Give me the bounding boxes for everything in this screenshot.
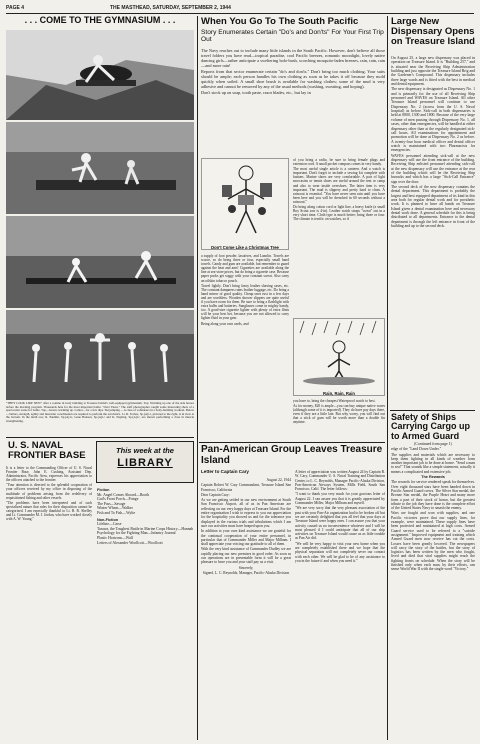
gym-title: . . . COME TO THE GYMNASIUM . . . — [24, 15, 176, 25]
gym-photo-middle — [6, 122, 194, 214]
safety-title: Safety of Ships Carrying Cargo up to Armed Guard — [391, 412, 471, 441]
cartoon-rain-caption: Rain, Rain, Rain — [323, 391, 355, 396]
frontier-paragraph: It is a letter to the Commanding Officer of U. S. Naval Frontier Base, John E. Cushing, Assistant Dep. Administrator, Pacific Area, expresses his appreciation to the officers attached to the frontier. — [6, 466, 92, 483]
page-header — [6, 4, 474, 13]
gym-photo-lower — [6, 216, 194, 308]
dispensary-paragraph: The second deck of the new dispensary contains the dental department. This department is probably the largest and best equipped department of its kind in this area both for regular dental work and for prosthetic work. It is planned to have all hands on Treasure Island given a dental examination here and necessary dental work done. A general schedule for this is being distributed to all departments. Entrance to the dental department is through the left entrance in front of the building and up to the second deck. — [391, 184, 475, 229]
frontier-paragraph: "The problems have been interpreted and of such specialized nature that rules for their disposition cannot be categorized. I am especially thankful to Lt. R. B. Shelley and Lt. Commander M. J. Jordan, who have worked closely with A. W. Young." — [6, 500, 92, 522]
panam-letter-paragraph: As we are getting settled in our new environment at South San Francisco Airport, all of us in Pan American are reflecting on our very happy days at Treasure Island. For the entire organization I wish to express to you our appreciation for the hospitality you showed us and for the tolerance you displayed in the various trials and tribulations which I am sure our activities must have heaped upon you. — [201, 498, 291, 528]
dispensary-paragraph: WAVES personnel attending sick-call at the new dispensary will use the front entrance of the building. Receiving Ship enlisted personnel attending sick-call at the new dispensary will use the entrance at the rear of the building which will be the Receiving Ship barracks and which has a large "Sick-Call Entrance" sign over the door. — [391, 153, 475, 184]
dispensary-body — [391, 56, 475, 229]
library-name: LIBRARY — [117, 456, 173, 469]
gym-photo-top — [6, 30, 194, 120]
frontier-paragraph: "Your attention is directed to the splendid cooperation of your officers received by my office in disposing of the multitude of problems arising from the redelivery of requisitioned fishing and other vessels. — [6, 483, 92, 500]
safety-paragraph: edge of the "Land Down Under." — [391, 447, 442, 452]
south-pacific-paragraph: As for money, $20 is ample—you can buy unique native wares (although some of it is imported). They do have pay days there, even if they are a little late. But why worry, you will find out that a stick of gum will be worth more than a double fin anytime. — [293, 404, 385, 425]
library-section-fiction: Fiction — [97, 488, 110, 492]
dispensary-paragraph: On August 25, a large new dispensary was placed in operation on Treasure Island. It is "Building 257," and is situated near the Receiving Ship Administration building and just opposite the Treasure Island Brig and the Gardener's Compound. This dispensary includes three large wards and is fitted with the best in medical and dental equipment. — [391, 56, 475, 87]
safety-paragraph: Wars are fought and won with supplies, and one Pacific victories prove that our supply lines, for example, were maintained. These supply lines have been protected and maintained at high costs. Armed Guard service used to be referred to a "suicide assignment." Improved equipment and training which Armed Guard men now receive has cut the costs. Losses have been greatly lowered. The newspapers will carry the story of the battles, but the story of logistics has been written by the men who fought, lived and died that vital supplies might reach the fighting fronts on schedule. When the story will be finished only when each man, by their efforts, can sense World War II with the single word "Victory." — [391, 511, 475, 572]
column-rule-right — [387, 16, 388, 740]
south-pacific-paragraph: Don't stock up on soap, tooth paste, razor blades, etc., but lay in — [201, 90, 311, 95]
panam-letter-paragraph: With the very kind assistance of Commander Dudley we are rapidly placing our new premises in good order. As soon as our operations are in presentable form it will be a great pleasure to have you and your staff pay us a visit. — [201, 547, 291, 565]
south-pacific-title: When You Go To The South Pacific — [201, 16, 359, 27]
frontier-body — [6, 466, 92, 522]
south-pacific-paragraph: The Navy reaches out to include many little islands in the South Pacific. However, don't believe all those travel folders you have read—tropical paradise, cool Pacific breezes, romantic moonlight, lovely native dancing girls—rather anticipate a sweltering bolo-bush, scorching mosquito-laden breezes, rain, rain, rain—and more rain! — [201, 48, 385, 68]
gym-rule — [6, 437, 194, 438]
south-pacific-paragraph: a supply of foot powder, laxatives, and Lanolin. Towels are scarce, so do bring three or four, especially small hand towels. Candy and gum are available, but remember to guard against the heat and ants! Cigarettes are available along the line at sea-store prices, but do bring a cigarette case. Because paper packs get soggy with your constant sweat. Also carry an oilskin tobacco pouch. — [201, 254, 290, 283]
panam-kicker: Letter to Captain Cary — [201, 469, 249, 474]
south-pacific-paragraph: The most useful single article is a canteen. And a watch is important. Don't forget to include a sewing kit complete with buttons. Marine shoes are very comfortable. A pair of light moccasins or tennis shoes are useful around the tent or camp and also to wear inside overshoes. The latter item is very important. The mud is slippery and pretty hard to clean. A raincoat is essential. "You have never seen rain until you have been here and you will be drenched in 60 seconds without a raincoat." — [293, 167, 385, 204]
safety-paragraph: The supplies and materials which are necessary to keep them fighting in all kinds of weather form another important job to be done at home. "Send a man to sea!" That sounds like a simple statement, actually it means a complicated and extensive job. — [391, 452, 475, 474]
safety-body — [391, 442, 475, 573]
safety-paragraph: The rewards for service rendered speak for themselves. Over eight thousand stars have been handed down in Pacific Armed Guard crews. The Silver Star medal, the Bronze Star medal, the Purple Heart and many more form a part of their stock of honor, but the greatest tribute to the job they have done is the complete effort of the United States Navy to smash the enemy. — [391, 480, 475, 511]
masthead-line: THE MASTHEAD, SATURDAY, SEPTEMBER 2, 1944 — [110, 5, 231, 11]
panam-letter-signature: Signed, L. C. Reynolds, Manager, Pacific-Alaska Division — [202, 570, 290, 575]
library-book: Winter Wheat—Walker — [97, 506, 133, 511]
safety-continued: (Continued from page 1) — [414, 442, 452, 446]
frontier-title: U. S. NAVAL FRONTIER BASE — [8, 440, 86, 461]
panam-reply-paragraph: "We will be very happy to visit your new home when you are completely established there and we hope that the physical separation will not completely sever our contact with each other. We will be glad to be of any assistance to you in the future if and when you need it." — [295, 541, 385, 563]
south-pacific-paragraph: you have to, bring the cheapest Waterproof watch to best. — [293, 399, 376, 403]
south-pacific-col1 — [201, 254, 289, 327]
library-book: Plastic Horizons—Wall — [97, 535, 133, 540]
gym-photo-top-image — [6, 30, 194, 120]
panam-letter — [201, 478, 291, 576]
library-book: Psychology for the Fighting Man—Infantry Journal — [97, 531, 176, 536]
gym-caption: "THEY LOOK LIKE NEW" after a routine in body building at Treasure Island's well-equipped gymnasium. Top: Warming up one of the side horses before the morning program. Thousands here for the most important battle: "Over There." The staff photographer caught some interesting shots of a spectacular scene for battle. Top—boxers warming up. Center—for a few dips. Ski jumping ... A class of volunteers in a body-building workout. Below—Sailors, strength, agility and muscular coordination are required to perform the acrobatics. Lt. R. Forbes, Sp.(A)1c, pictured to the right, is in view at the bottom. In the ninth row, R. Paulkin, Sp.(A)1c, Gene Hanson, Sp.(A)1c and K. Nepting, Sp.(A)1c, are shown performing a class in muscle strengthening. — [6, 401, 194, 423]
panam-rule — [199, 442, 385, 443]
library-book: Mr. Angel Comes Aboard—Booth — [97, 492, 150, 497]
panam-reply-paragraph: A letter of appreciation was written August 24 by Captain R. W. Cary, Commander U. S. Naval Training and Distribution Center, to L. C. Reynolds, Manager Pacific-Alaska Division, Pan-American Airways System, Mills Field, South San Francisco, Calif. The letter follows: — [295, 470, 385, 492]
panam-letter-date: August 22, 1944 — [266, 478, 291, 482]
library-book: The Pass—Savage — [97, 501, 126, 506]
header-rule — [6, 13, 474, 14]
gym-photo-bottom — [6, 310, 194, 400]
south-pacific-paragraph: Travel lightly. Don't bring fancy leather shaving cases, etc. The constant dampness ruins leather luggage, etc. Do bring a hand mirror of good quality. Cheap ones rust in a few days and are worthless. Wooden shower slippers are quite useful if you have room for them. Be sure to bring a flashlight with extra bulbs and batteries. Sunglasses come in mighty handy, too. A good-size cigarette lighter with plenty of extra flints will be your best bet, because you are not allowed to carry lighter fluid in your gear. — [201, 283, 289, 321]
safety-rule — [390, 410, 475, 411]
panam-letter-address: Captain Robert W. Cary Commandant, Treasure Island San Francisco, California — [201, 483, 291, 492]
library-book: Lifeline—Carse — [97, 522, 122, 527]
panam-title: Pan-American Group Leaves Treasure Island — [201, 444, 383, 466]
column-rule-left — [197, 16, 198, 740]
gym-photo-bottom-image — [6, 310, 194, 400]
south-pacific-col2b — [293, 399, 385, 426]
south-pacific-paragraph: Do bring along cotton cord or light line, a heavy knife (a small Boy Scout saw is 4-in). Leather watch straps "sweat" out in a very short time. Cloth type is much better; bring three or four. The climate is terrific on watches, so if — [293, 205, 385, 222]
cartoon-christmas-tree-caption: Don't Come Like a Christmas Tree — [211, 245, 279, 250]
library-book: Fish and To Fish—Wylie — [97, 510, 136, 515]
library-book: Letters of Alexander Woollcott—Woollcott — [97, 540, 163, 545]
dispensary-paragraph: The new dispensary is designated as Dispensary No. 1 and is primarily for the use of all Receiving Ship personnel and WAVES on Treasure Island. All other Treasure Island personnel will continue to use Dispensary No. 2 (across from the U. S. Naval hospital) as before. Sick-call in both dispensaries is held at 0800, 1300 and 1800. Because of the very large volume of men passing through Dispensary No. 1, all cases, other than emergencies, will be handled at either dispensary other than at the regularly designated sick-call hours. All examinations for appointment and promotion will be done at Dispensary No. 2 as before. A twenty-four hour medical officer and dental officer watch is maintained with two Pharmacists for emergencies. — [391, 87, 475, 153]
library-book: God's Front Porch—Fringe — [97, 497, 139, 502]
library-list — [97, 488, 194, 545]
library-book: Tarawa, the Toughest Battle in Marine Corps History—Hannah — [97, 526, 194, 531]
safety-subhead: The Rewards — [421, 475, 445, 480]
south-pacific-lead — [201, 48, 385, 96]
gym-photo-lower-image — [6, 216, 194, 308]
panam-letter-closing: Sincerely, — [238, 565, 254, 570]
cartoon-christmas-tree-image — [202, 159, 288, 239]
dispensary-title: Large New Dispensary Opens on Treasure Island — [391, 16, 475, 47]
panam-reply-paragraph: "We are very sorry that the very pleasant association of the past with your Pan-Air organization had to be broken off but we are certainly delighted that you all feel that your days at Treasure Island were happy ones. I can assure you that your activity caused us no inconvenience whatever and I will be most pleased if I could anticipate that all of our ship activities on Treasure Island would cause us as little trouble as Pan Air did. — [295, 506, 385, 541]
panam-letter-salutation: Dear Captain Cary: — [201, 492, 230, 497]
library-section-nonfiction: Non-Fiction — [97, 517, 119, 522]
south-pacific-col2 — [293, 158, 385, 222]
cartoon-rain — [293, 318, 385, 396]
south-pacific-paragraph: of you bring a radio, be sure to bring female plugs and extension cord. A small pocket compass comes in very handy. — [293, 158, 385, 167]
south-pacific-paragraph: Reports from that sector enumerate certain "do's and don'ts." Don't bring too much clothing. Your suits should be ample; each person handles his own clothing as soon as he takes it off because they mold quickly when soiled. A small shoe brush is available for washing clothes; some of the mud is very adhesive and cannot be removed by any of the usual methods (washing, sweating, and hoping). — [201, 69, 385, 89]
south-pacific-subtitle: Story Enumerates Certain "Do's and Don'ts" For Your First Trip Out — [201, 29, 384, 43]
library-banner — [96, 441, 194, 483]
cartoon-christmas-tree — [201, 158, 289, 250]
gym-photo-middle-image — [6, 122, 194, 214]
panam-reply-paragraph: "I want to thank you very much for your gracious letter of August 22. I can assure you that it is greatly appreciated by Commander Miller, Major Milham and myself. — [295, 492, 385, 506]
south-pacific-paragraph: Being along your own cards, and — [201, 321, 249, 326]
library-heading: This week at the — [116, 446, 174, 455]
cartoon-rain-image — [294, 319, 384, 387]
panam-letter-paragraph: In addition to your own kind assistance we are grateful for the continual cooperation of your entire personnel, in particular that of Commander Miller and Major Milham. I shall appreciate your voicing our gratitude to all of them. — [201, 529, 291, 547]
panam-reply — [295, 470, 385, 564]
page-number: PAGE 4 — [6, 5, 24, 11]
